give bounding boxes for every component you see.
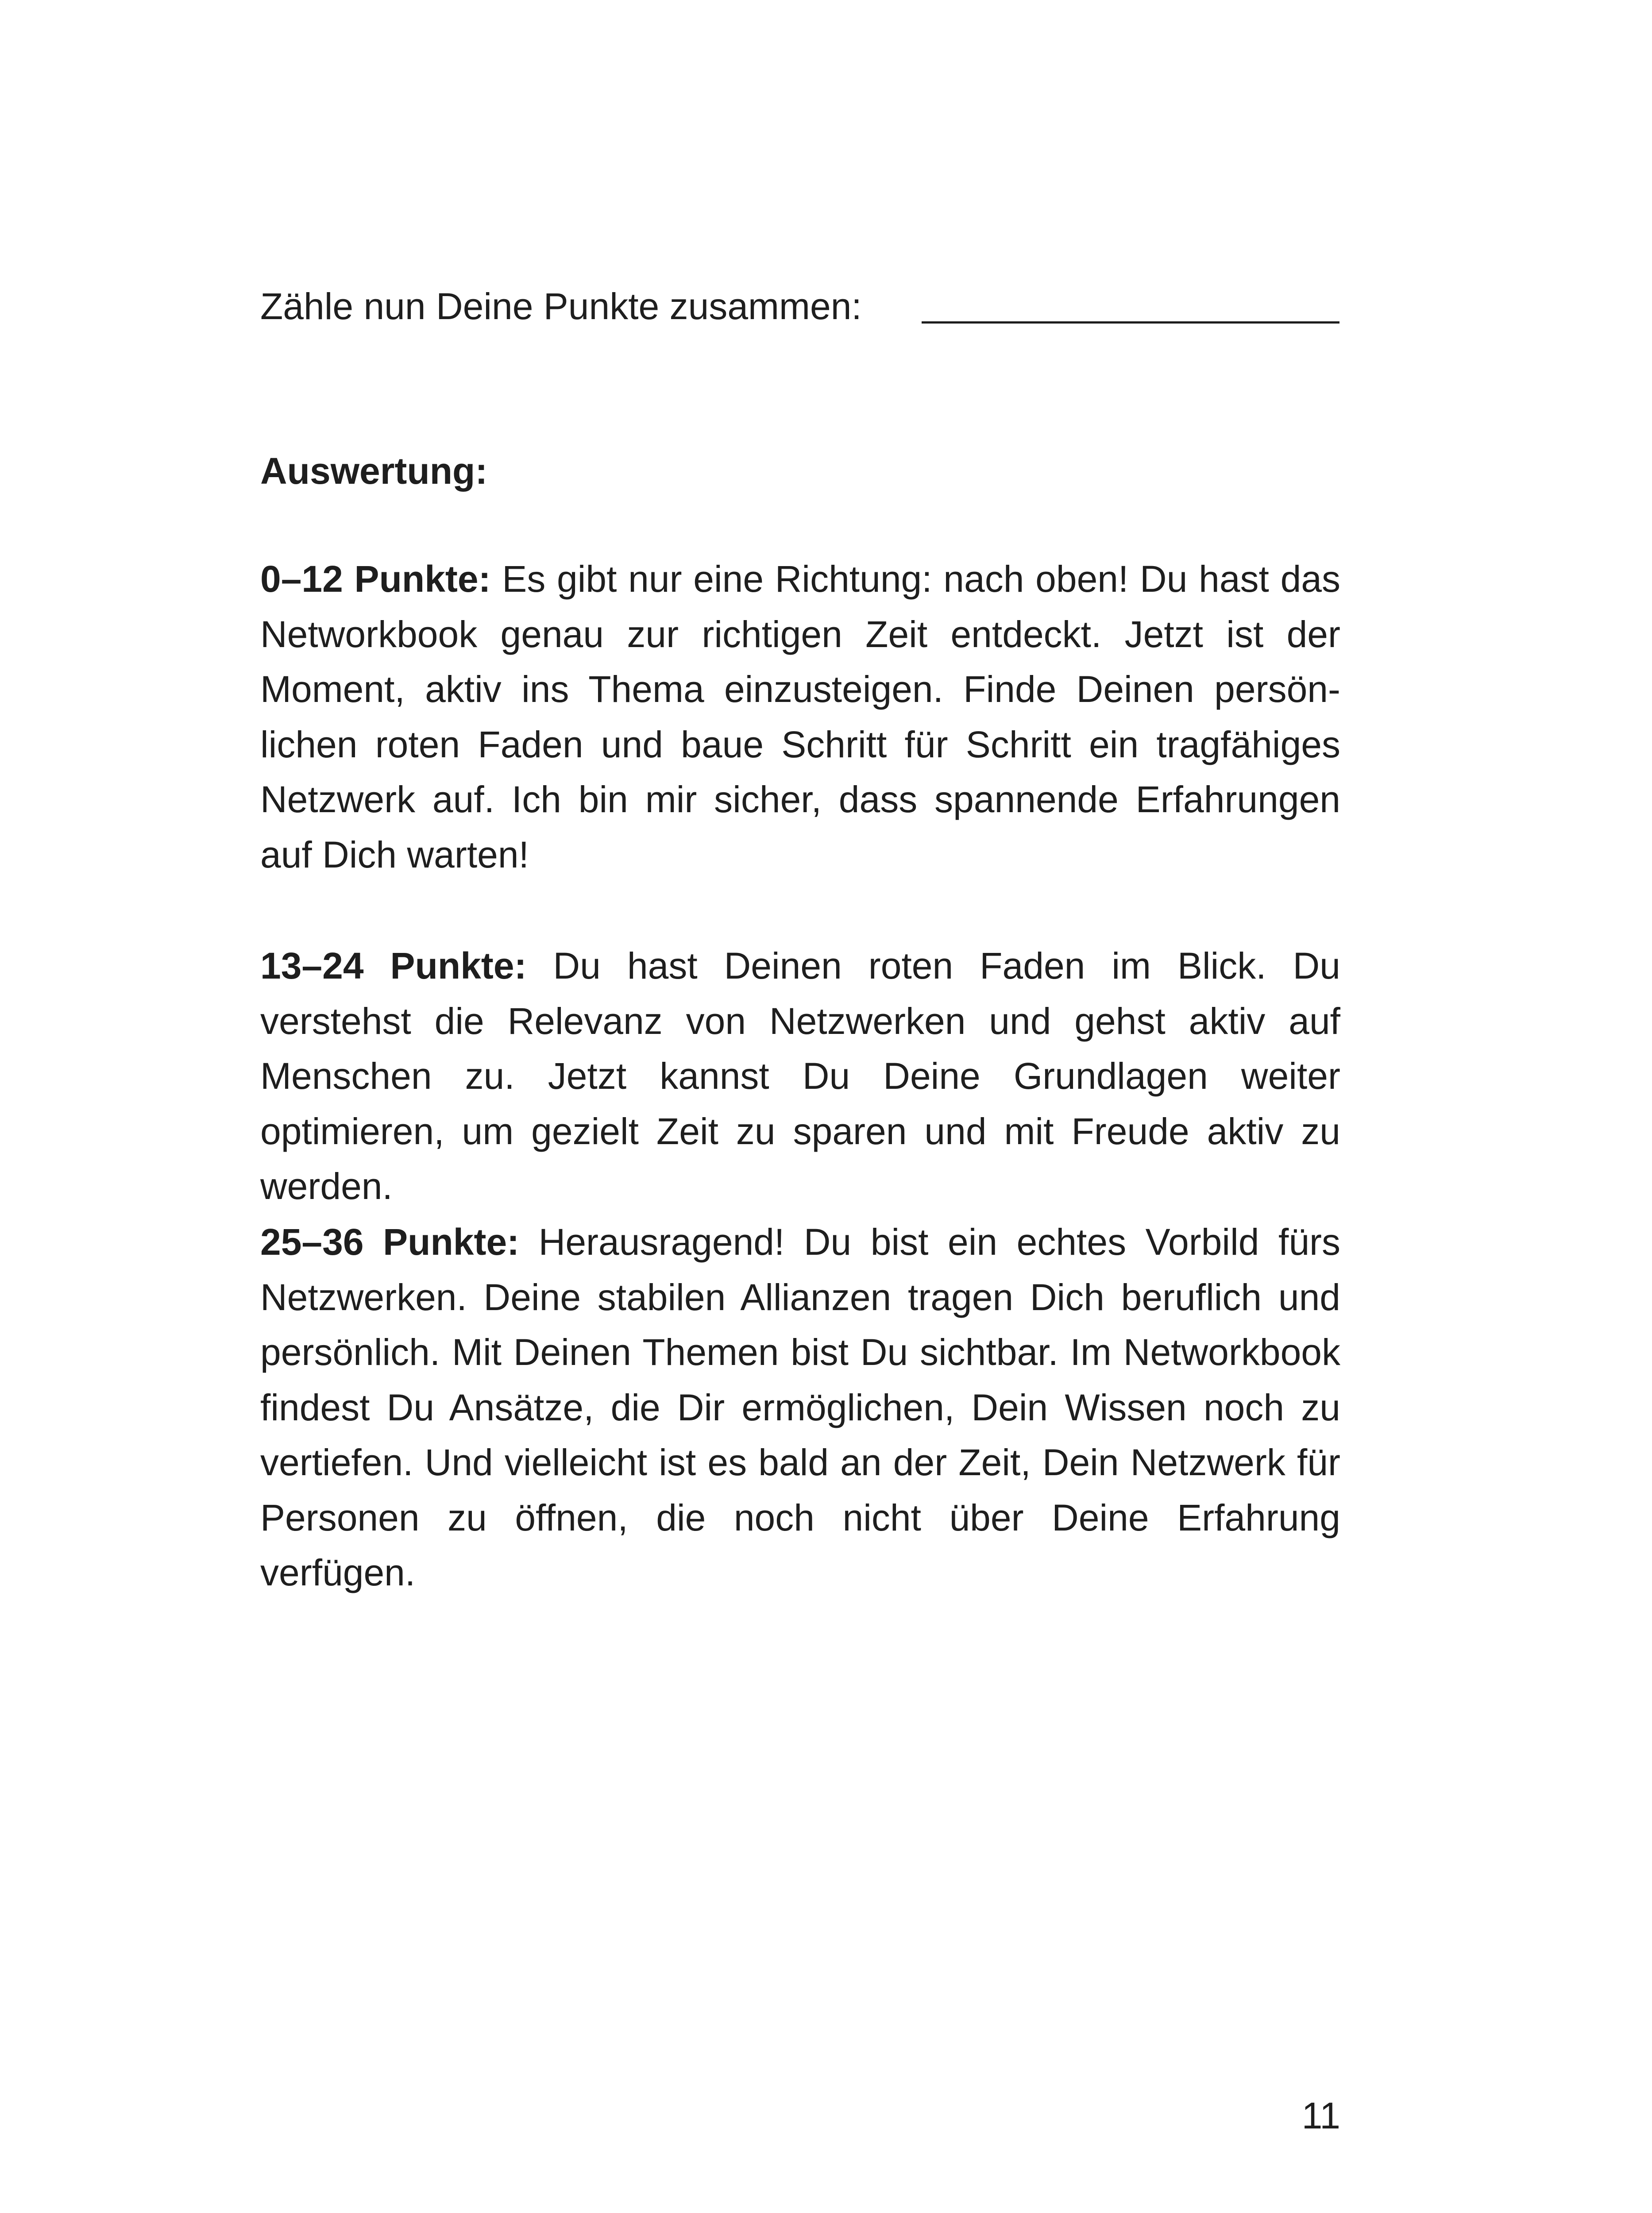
result-paragraph-13-24 xyxy=(260,938,1340,1214)
result-paragraph-0-12 xyxy=(260,551,1340,882)
result-text: Herausragend! Du bist ein echtes Vorbild fürs Netzwerken. Deine stabilen Allianzen tragen Dich beruflich und persönlich. Mit Deinen Themen bist Du sichtbar. Im Networkbook findest Du Ansätze, die Dir ermöglichen, Dein Wissen noch zu vertiefen. Und vielleicht ist es bald an der Zeit, Dein Netzwerk für Personen zu öffnen, die noch nicht über Deine Erfahrung verfügen. xyxy=(260,1221,1341,1593)
result-paragraph-25-36 xyxy=(260,1214,1340,1600)
score-total-blank xyxy=(922,321,1339,324)
result-label: 25–36 Punkte: xyxy=(260,1221,520,1263)
result-text: Du hast Deinen roten Faden im Blick. Du verstehst die Relevanz von Netzwerken und gehst aktiv auf Menschen zu. Jetzt kannst Du Deine Grundlagen weiter optimieren, um gezielt Zeit zu sparen und mit Freude aktiv zu werden. xyxy=(260,945,1340,1207)
score-total-line xyxy=(260,279,1340,334)
result-label: 13–24 Punkte: xyxy=(260,945,527,987)
page-number: 11 xyxy=(1301,2095,1340,2136)
score-total-label: Zähle nun Deine Punkte zusammen: xyxy=(260,285,862,327)
result-label: 0–12 Punkte: xyxy=(260,558,491,600)
evaluation-heading: Auswertung: xyxy=(260,450,488,492)
result-text: Es gibt nur eine Richtung: nach oben! Du hast das Networkbook genau zur richtigen Zeit entdeckt. Jetzt ist der Moment, aktiv ins Thema einzusteigen. Finde Deinen persönlichen roten Faden und baue Schritt für Schritt ein tragfähiges Netzwerk auf. Ich bin mir sicher, dass spannende Erfahrungen auf Dich warten! xyxy=(260,558,1341,875)
